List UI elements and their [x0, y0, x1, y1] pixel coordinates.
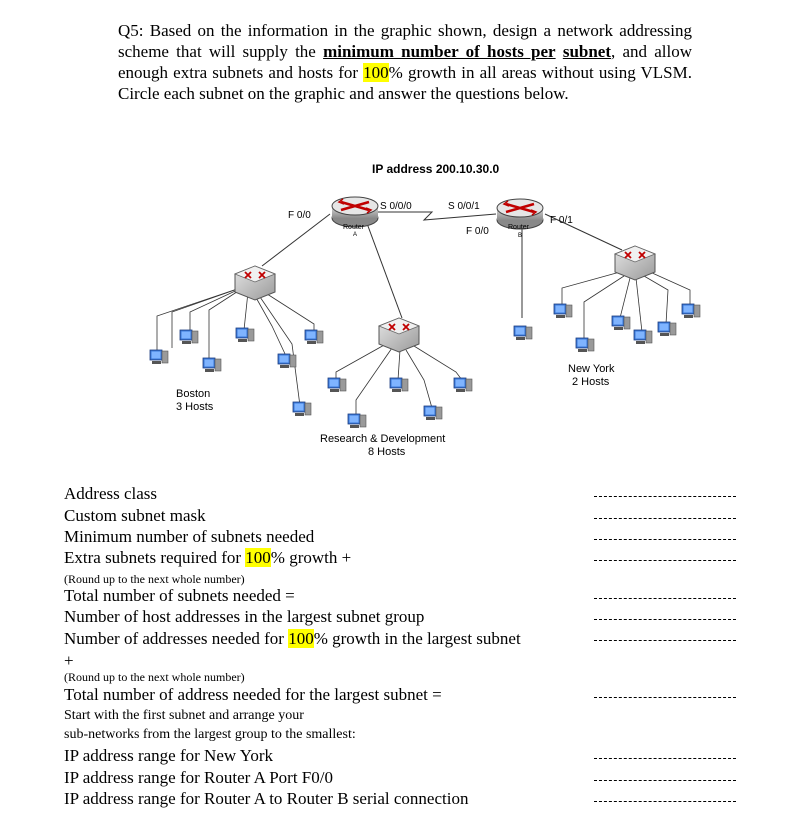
- row-roundup-2: (Round up to the next whole number): [64, 670, 245, 684]
- row-extra-subnets: Extra subnets required for 100% growth +: [64, 548, 352, 567]
- rnd-label: Research & Development: [320, 433, 446, 445]
- router-b-letter: B: [518, 233, 523, 239]
- answer-line-total-addresses[interactable]: [594, 697, 736, 698]
- row-roundup-1: (Round up to the next whole number): [64, 572, 245, 586]
- switch-rnd[interactable]: [379, 318, 419, 352]
- router-a-letter: A: [353, 232, 358, 238]
- pc-icon[interactable]: [150, 350, 168, 364]
- interface-f00-b: F 0/0: [466, 226, 489, 237]
- row-total-subnets: Total number of subnets needed =: [64, 586, 295, 605]
- answer-line-hosts-largest[interactable]: [594, 619, 736, 620]
- row-hosts-largest: Number of host addresses in the largest subnet group: [64, 607, 425, 626]
- pc-icon[interactable]: [514, 326, 532, 340]
- answer-line-min-subnets[interactable]: [594, 539, 736, 540]
- answer-line-custom-mask[interactable]: [594, 518, 736, 519]
- pc-icon[interactable]: [293, 402, 311, 416]
- pc-icon[interactable]: [348, 414, 366, 428]
- answer-line-f00-range[interactable]: [594, 780, 736, 781]
- link-serial: [378, 212, 496, 220]
- row-instructions-2: sub-networks from the largest group to the smallest:: [64, 727, 356, 742]
- pc-icon[interactable]: [658, 322, 676, 336]
- emphasis-min-hosts: minimum number of hosts per: [323, 42, 556, 61]
- link-routerA-rnd: [365, 218, 402, 318]
- answer-line-ny-range[interactable]: [594, 758, 736, 759]
- interface-s000: S 0/0/0: [380, 201, 412, 212]
- pc-icon[interactable]: [576, 338, 594, 352]
- answer-line-growth-largest[interactable]: [594, 640, 736, 641]
- row-custom-mask: Custom subnet mask: [64, 506, 206, 525]
- question-text: Q5: Based on the information in the graphic shown, design a network addressing scheme that will supply the minimum number of hosts per subnet, and allow enough extra subnets and hosts for 100% growth in all areas without using VLSM. Circle each subnet on the graphic and answer the questions below.: [118, 21, 692, 103]
- router-b-label: Router: [508, 224, 530, 231]
- pc-icon[interactable]: [390, 378, 408, 392]
- pc-icon[interactable]: [424, 406, 442, 420]
- answer-line-serial-range[interactable]: [594, 801, 736, 802]
- new-york-label: New York: [568, 363, 615, 375]
- highlight-100: 100: [363, 63, 389, 82]
- switch-ny[interactable]: [615, 246, 655, 280]
- pc-icon[interactable]: [682, 304, 700, 318]
- ip-address-label: IP address 200.10.30.0: [372, 162, 500, 176]
- pc-icon[interactable]: [278, 354, 296, 368]
- interface-f00-a: F 0/0: [288, 210, 311, 221]
- row-instructions-1: Start with the first subnet and arrange your: [64, 708, 304, 723]
- link-routerA-boston: [262, 214, 330, 266]
- pc-icon[interactable]: [236, 328, 254, 342]
- boston-hosts: 3 Hosts: [176, 401, 214, 413]
- pc-icon[interactable]: [634, 330, 652, 344]
- row-total-addresses: Total number of address needed for the largest subnet =: [64, 685, 442, 704]
- pc-icon[interactable]: [612, 316, 630, 330]
- row-f00-range: IP address range for Router A Port F0/0: [64, 768, 333, 787]
- pc-icon[interactable]: [203, 358, 221, 372]
- interface-f01: F 0/1: [550, 215, 573, 226]
- interface-s001: S 0/0/1: [448, 201, 480, 212]
- answer-line-extra-subnets[interactable]: [594, 560, 736, 561]
- boston-label: Boston: [176, 388, 211, 400]
- row-ny-range: IP address range for New York: [64, 746, 273, 765]
- row-growth-largest: Number of addresses needed for 100% growth in the largest subnet: [64, 629, 521, 648]
- rnd-hosts: 8 Hosts: [368, 446, 406, 458]
- switch-boston[interactable]: [235, 266, 275, 300]
- pc-icon[interactable]: [454, 378, 472, 392]
- answer-line-total-subnets[interactable]: [594, 598, 736, 599]
- answer-line-address-class[interactable]: [594, 496, 736, 497]
- router-a[interactable]: [332, 197, 378, 227]
- pc-icon[interactable]: [180, 330, 198, 344]
- row-serial-range: IP address range for Router A to Router B serial connection: [64, 789, 469, 808]
- router-a-label: Router: [343, 224, 365, 231]
- pc-icon[interactable]: [554, 304, 572, 318]
- row-plus: +: [64, 651, 74, 670]
- new-york-hosts: 2 Hosts: [572, 376, 610, 388]
- row-min-subnets: Minimum number of subnets needed: [64, 527, 315, 546]
- pc-icon[interactable]: [328, 378, 346, 392]
- pc-icon[interactable]: [305, 330, 323, 344]
- emphasis-subnet: subnet: [562, 42, 612, 61]
- row-address-class: Address class: [64, 484, 158, 503]
